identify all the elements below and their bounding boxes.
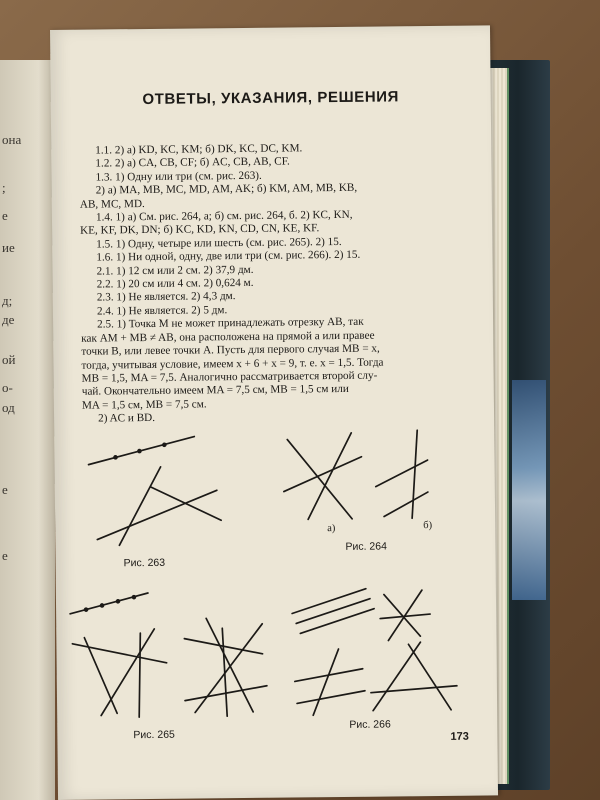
fig263-point [137,449,142,454]
fig266-line [292,589,366,614]
left-page-fragment: е [2,548,8,563]
fig265-point [84,607,89,612]
answer-line: 2) а) MA, MB, MC, MD, AM, AK; б) KM, AM, MB, KB, [95,182,358,197]
fig265-line [100,629,155,716]
left-page-fragment: д; [2,293,13,308]
left-page-fragment: де [2,312,15,327]
answer-line: 1.4. 1) а) См. рис. 264, а; б) см. рис. 264, б. 2) KC, KN, [95,208,353,224]
fig266-line [371,686,457,693]
answer-line: тогда, учитывая условие, имеем x + 6 + x = 9, т. е. x = 1,5. Тогда [81,356,384,372]
answer-line: AB, MC, MD. [79,197,145,211]
book-page [50,25,498,800]
figure-265-caption: Рис. 265 [133,728,175,742]
answer-line: 2.3. 1) Не является. 2) 4,3 дм. [96,290,236,304]
answer-line: MA = 1,5 см, MB = 7,5 см. [81,398,207,412]
answer-line: 1.5. 1) Одну, четыре или шесть (см. рис. 265). 2) 15. [96,235,342,251]
answer-line: KE, KF, DK, DN; б) KC, KD, KN, CD, CN, KE, KF. [80,222,320,238]
page-header: ОТВЕТЫ, УКАЗАНИЯ, РЕШЕНИЯ [142,88,400,109]
figure-266-drawing [284,586,465,718]
figure-263-caption: Рис. 263 [123,556,166,570]
figure-265-drawing [66,588,277,720]
fig266-line [300,609,374,634]
answer-line: как AM + MB ≠ AB, она расположена на прямой a или правее [81,329,375,345]
fig264-line [376,460,428,487]
answer-line: точки B, или левее точки A. Пусть для первого случая MB = x, [81,342,380,358]
fig265-line [138,633,141,717]
answer-line: 2.2. 1) 20 см или 4 см. 2) 0,624 м. [96,276,254,291]
answer-line: 2.4. 1) Не является. 2) 5 дм. [96,304,228,318]
fig265-line [194,624,263,713]
answer-line: MB = 1,5, MA = 7,5. Аналогично рассматривается второй слу- [81,369,378,385]
answer-line: 2) AC и BD. [98,412,156,425]
fig266-line [296,599,370,624]
left-page-fragment: ой [2,352,16,367]
fig266-line [312,649,339,715]
figure-264-label-a: а) [327,523,336,535]
fig266-line [408,644,451,710]
fig263-line [97,490,217,539]
fig265-line [206,618,253,712]
answer-line: 1.2. 2) а) CA, CB, CF; б) AC, CB, AB, CF. [95,155,290,170]
answers-text [79,141,474,427]
fig264-line [384,492,428,516]
answer-line: 1.3. 1) Одну или три (см. рис. 263). [95,169,262,184]
figure-263-drawing [82,430,223,551]
left-page-fragment: ие [2,240,15,255]
fig263-point [113,455,118,460]
answer-line: 1.6. 1) Ни одной, одну, две или три (см. рис. 266). 2) 15. [96,249,361,264]
answer-line: 2.1. 1) 12 см или 2 см. 2) 37,9 дм. [96,263,254,278]
left-page-fragment: е [2,482,8,497]
fig263-line [119,467,162,545]
fig264-line [307,433,352,519]
figure-266-caption: Рис. 266 [349,718,391,731]
fig264-line [283,457,361,492]
fig265-point [100,603,105,608]
left-page-fragment: е [2,208,8,223]
fig265-line [72,643,166,664]
figure-264-drawing [279,426,430,528]
fig265-point [116,599,121,604]
page-number: 173 [450,730,469,743]
fig266-line [297,691,365,704]
left-page-fragment: она [2,132,22,147]
left-page-fragment: ; [2,180,6,195]
answer-line: 2.5. 1) Точка M не может принадлежать отрезку AB, так [97,316,364,331]
left-page-fragment: о- [2,380,13,395]
left-page-margin [0,60,55,800]
fig264-line [411,430,418,518]
left-page-fragment: од [2,400,15,415]
cover-graphic [512,380,546,600]
fig265-line [70,593,148,614]
answer-line: 1.1. 2) а) KD, KC, KM; б) DK, KC, DC, KM. [95,142,303,157]
figure-264-label-b: б) [423,520,433,532]
answer-line: чай. Окончательно имеем MA = 7,5 см, MB = 1,5 см или [81,383,349,398]
figure-264-caption: Рис. 264 [345,540,387,553]
